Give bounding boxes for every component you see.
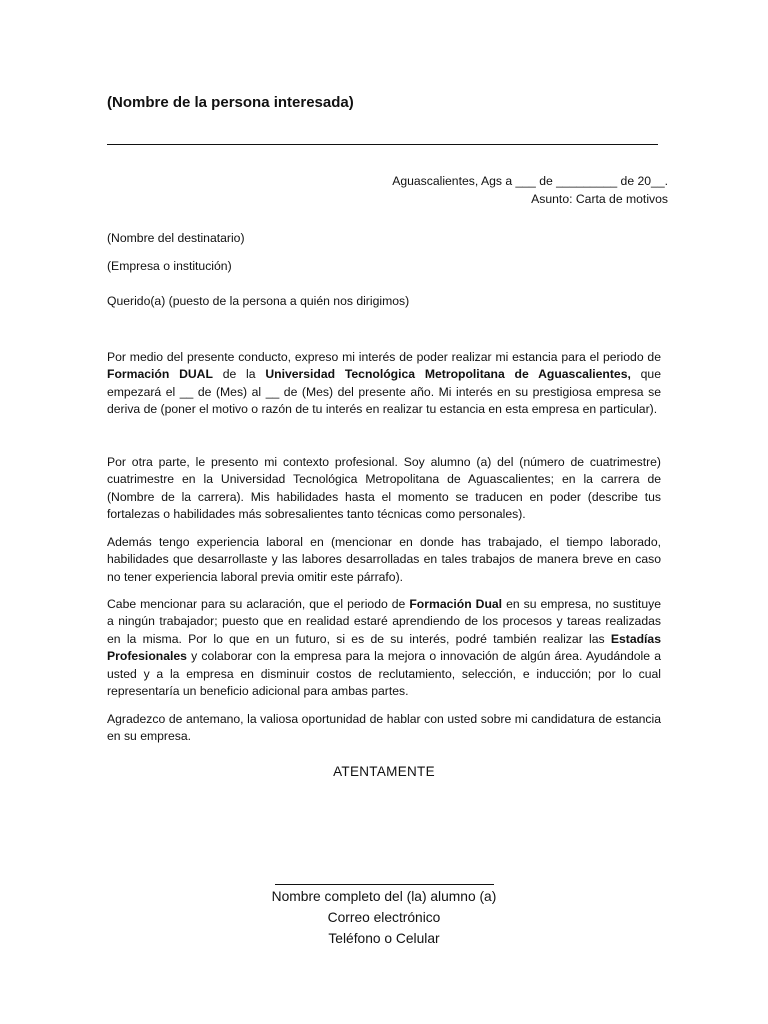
clar-text-e: y colaborar con la empresa para la mejora o innovación de algún área. Ayudándole a usted y a la empresa en disminuir costos de reclutamiento, selección, e inducción; por lo cual representaría un beneficio adicional para ambas partes.	[107, 649, 661, 699]
recipient-company: (Empresa o institución)	[107, 259, 232, 273]
clar-program-name: Formación Dual	[409, 597, 503, 611]
intro-university-name: Universidad Tecnológica Metropolitana de Aguascalientes,	[265, 367, 631, 382]
body-paragraph-intro	[107, 349, 661, 419]
body-paragraph-thanks: Agradezco de antemano, la valiosa oportunidad de hablar con usted sobre mi candidatura de estancia en su empresa.	[107, 712, 661, 744]
intro-text-e: que empezará el __ de (Mes) al __ de (Mes) del presente año. Mi interés en su prestigiosa empresa se deriva de (poner el motivo o razón de tu interés en realizar tu estancia en esta empresa en particular).	[107, 367, 661, 417]
signature-line	[275, 884, 494, 885]
subject-line: Asunto: Carta de motivos	[531, 192, 668, 206]
recipient-name: (Nombre del destinatario)	[107, 231, 245, 245]
sender-name-title: (Nombre de la persona interesada)	[107, 94, 354, 111]
body-paragraph-context: Por otra parte, le presento mi contexto profesional. Soy alumno (a) del (número de cuatrimestre) cuatrimestre en la Universidad Tecnológica Metropolitana de Aguascalientes; en la carrera de (Nombre de la carrera). Mis habilidades hasta el momento se traducen en poder (describe tus fortalezas o habilidades más sobresalientes tanto técnicas como personales).	[107, 455, 661, 522]
body-paragraph-experience: Además tengo experiencia laboral en (mencionar en donde has trabajado, el tiempo laborado, habilidades que desarrollaste y las labores desarrolladas en tales trabajos de manera breve en caso no tener experiencia laboral previa omitir este párrafo).	[107, 535, 661, 584]
place-date-line: Aguascalientes, Ags a ___ de _________ de 20__.	[392, 174, 668, 188]
title-underline	[107, 144, 658, 145]
body-paragraph-clarification	[107, 596, 661, 700]
signature-email: Correo electrónico	[327, 910, 441, 925]
clar-text-a: Cabe mencionar para su aclaración, que el periodo de	[107, 597, 410, 611]
salutation: Querido(a) (puesto de la persona a quién nos dirigimos)	[107, 294, 410, 308]
intro-text-c: de la	[212, 367, 266, 382]
intro-text-a: Por medio del presente conducto, expreso mi interés de poder realizar mi estancia para el periodo de	[107, 350, 661, 364]
signature-name: Nombre completo del (la) alumno (a)	[271, 889, 497, 904]
letter-meta	[392, 172, 668, 208]
intro-program-name: Formación DUAL	[107, 367, 213, 382]
closing-atentamente: ATENTAMENTE	[333, 764, 435, 779]
clar-text-c: en su empresa, no sustituye a ningún trabajador; puesto que en realidad estaré aprendiendo de los procesos y tareas realizadas en la misma. Por lo que en un futuro, si es de su interés, podré también realizar las	[107, 597, 661, 646]
signature-phone: Teléfono o Celular	[328, 931, 440, 946]
clar-stadias: Estadías Profesionales	[107, 631, 661, 664]
